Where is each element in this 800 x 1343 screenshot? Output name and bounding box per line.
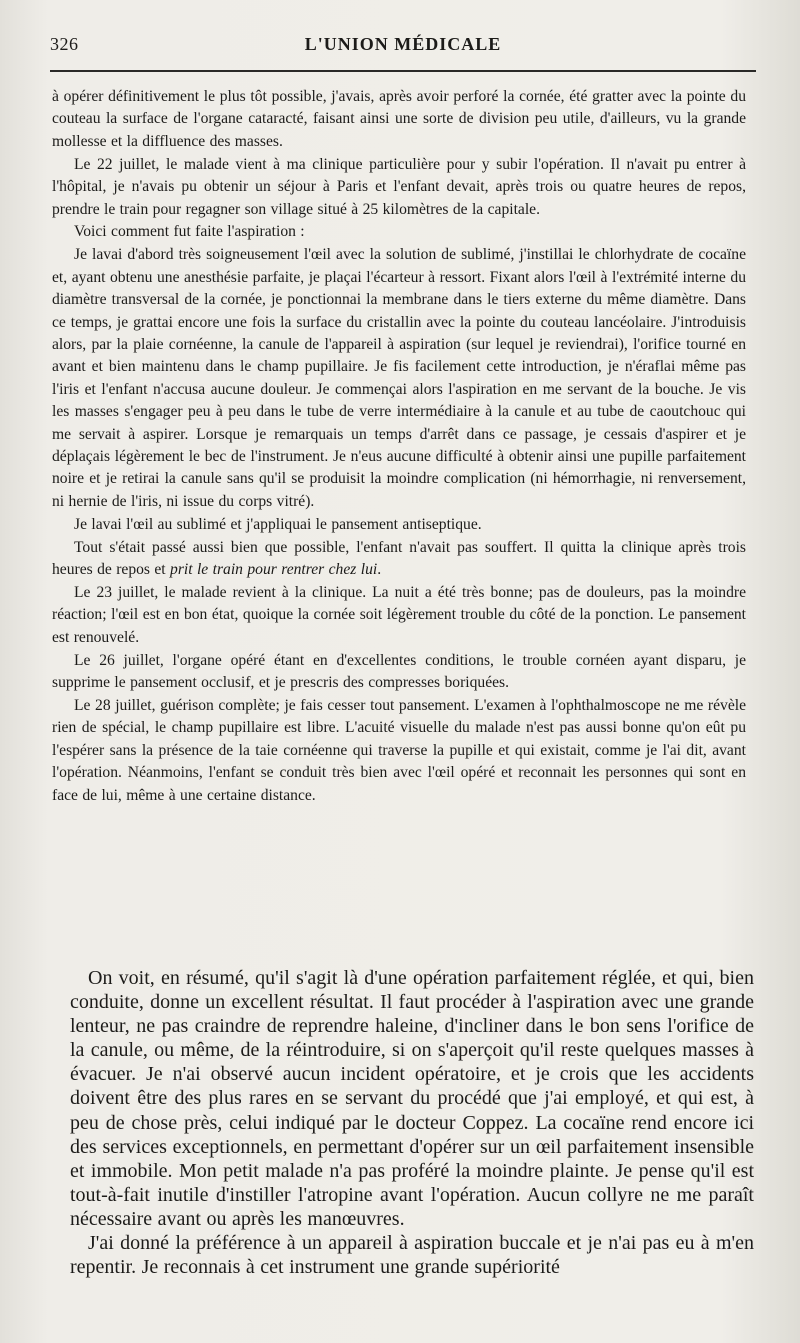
running-head — [50, 34, 756, 60]
paragraph — [52, 154, 746, 221]
paragraph — [52, 514, 746, 536]
paragraph-text: à opérer définitivement le plus tôt possible, j'avais, après avoir perforé la cornée, été gratter avec la pointe du couteau la surface de l'organe cataracté, faisant ainsi une sorte de division peu utile, d'ailleurs, vu la grande mollesse et la diffluence des masses. — [52, 88, 746, 150]
paragraph-text: Le 23 juillet, le malade revient à la clinique. La nuit a été très bonne; pas de douleurs, pas la moindre réaction; l'œil est en bon état, quoique la cornée soit légèrement trouble du côté de la ponction. Le pansement est renouvelé. — [52, 583, 746, 646]
paragraph — [52, 86, 746, 153]
paragraph-text: Je lavai d'abord très soigneusement l'œil avec la solution de sublimé, j'instillai le chlorhydrate de cocaïne et, ayant obtenu une anesthésie parfaite, je plaçai l'écarteur à ressort. Fixant alors l'œil à l'extrémité interne du diamètre transversal de la cornée, je ponctionnai la membrane dans le tiers externe du même diamètre. Dans ce temps, je grattai encore une fois la surface du cristallin avec la pointe du couteau lancéolaire. J'introduisis alors, par la plaie cornéenne, la canule de l'appareil à aspiration (sur lequel je reviendrai), l'orifice tourné en avant et bien maintenu dans le champ pupillaire. Je fis facilement cette introduction, je n'éraflai même pas l'iris et l'enfant n'accusa aucune douleur. Je commençai alors l'aspiration en me servant de la bouche. Je vis les masses s'engager peu à peu dans le tube de verre intermédiaire à la canule et au tube de caoutchouc qui me servait à aspirer. Lorsque je remarquais un temps d'arrêt dans ce passage, je cessais d'aspirer et je déplaçais légèrement le bec de l'instrument. Je n'eus aucune difficulté à obtenir ainsi une pupille parfaitement noire et je retirai la canule sans qu'il se produisit la moindre complication (ni hémorrhagie, ni renversement, ni hernie de l'iris, ni issue du corps vitré). — [52, 246, 746, 510]
paragraph: J'ai donné la préférence à un appareil à aspiration buccale et je n'ai pas eu à m'en repentir. Je reconnais à cet instrument une grande supériorité — [70, 1232, 754, 1279]
page-number: 326 — [50, 34, 79, 54]
case-report-text — [52, 86, 746, 808]
paragraph — [52, 582, 746, 649]
paragraph-text: Tout s'était passé aussi bien que possible, l'enfant n'avait pas souffert. Il quitta la clinique après trois heures de repos et — [52, 538, 746, 579]
paragraph — [52, 537, 746, 582]
paragraph — [52, 244, 746, 513]
header-rule — [50, 70, 756, 72]
journal-title: L'UNION MÉDICALE — [304, 34, 502, 54]
paragraph-text: Je lavai l'œil au sublimé et j'appliquai le pansement antiseptique. — [74, 515, 482, 533]
paragraph-text: Le 28 juillet, guérison complète; je fais cesser tout pansement. L'examen à l'ophthalmoscope ne me révèle rien de spécial, le champ pupillaire est libre. L'acuité visuelle du malade n'est pas aussi bonne qu'on eût pu l'espérer sans la présence de la taie cornéenne qui traverse la pupille et qui existait, comme je l'ai dit, avant l'opération. Néanmoins, l'enfant se conduit très bien avec l'œil opéré et reconnait les personnes qui sont en face de lui, même à une certaine distance. — [52, 696, 746, 804]
paragraph — [52, 221, 746, 243]
paragraph-text: Voici comment fut faite l'aspiration : — [74, 223, 305, 241]
summary-text — [70, 966, 754, 1279]
paragraph — [52, 695, 746, 807]
paragraph-text: Le 26 juillet, l'organe opéré étant en d'excellentes conditions, le trouble cornéen ayant disparu, je supprime le pansement occlusif, et je prescris des compresses boriquées. — [52, 651, 746, 692]
paragraph — [52, 650, 746, 695]
paragraph-text: . — [377, 561, 382, 579]
paragraph-text: Le 22 juillet, le malade vient à ma clinique particulière pour y subir l'opération. Il n'avait pu entrer à l'hôpital, je n'avais pu obtenir un séjour à Paris et l'enfant devait, après trois ou quatre heures de repos, prendre le train pour regagner son village situé à 25 kilomètres de la capitale. — [52, 155, 746, 218]
paragraph: On voit, en résumé, qu'il s'agit là d'une opération parfaitement réglée, et qui, bien conduite, donne un excellent résultat. Il faut procéder à l'aspiration avec une grande lenteur, ne pas craindre de reprendre haleine, d'incliner dans le bon sens l'orifice de la canule, ou même, de la réintroduire, si on s'aperçoit qu'il reste quelques masses à évacuer. Je n'ai observé aucun incident opératoire, et je crois que les accidents doivent être des plus rares en se servant du procédé que j'ai employé, et qui est, à peu de chose près, celui indiqué par le docteur Coppez. La cocaïne rend encore ici des services exceptionnels, en permettant d'opérer sur un œil parfaitement insensible et immobile. Mon petit malade n'a pas proféré la moindre plainte. Je pense qu'il est tout-à-fait inutile d'instiller l'atropine avant l'opération. Aucun collyre ne me paraît nécessaire avant ou après les manœuvres. — [70, 967, 754, 1230]
italic-text: prit le train pour rentrer chez lui — [170, 561, 378, 579]
